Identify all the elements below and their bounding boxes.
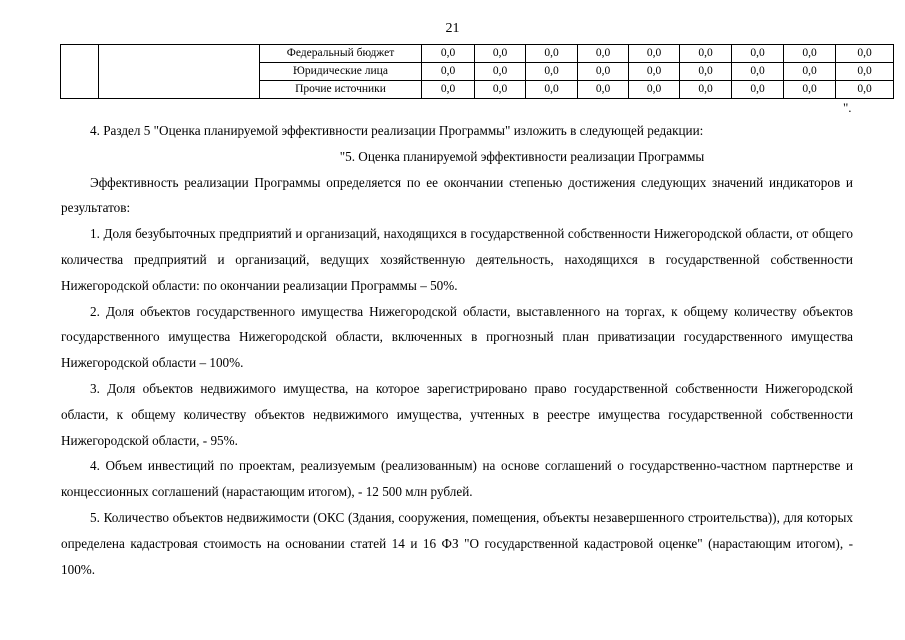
table-cell-value: 0,0 bbox=[629, 45, 680, 63]
table-cell-value: 0,0 bbox=[475, 45, 526, 63]
table-cell-value: 0,0 bbox=[680, 81, 732, 99]
table-cell-value: 0,0 bbox=[526, 45, 578, 63]
funding-source-label: Юридические лица bbox=[260, 63, 422, 81]
paragraph-amendment: 4. Раздел 5 "Оценка планируемой эффективности реализации Программы" изложить в следующей редакции: bbox=[90, 123, 704, 138]
table-cell-value: 0,0 bbox=[422, 45, 475, 63]
budget-table bbox=[60, 44, 894, 99]
paragraph-indicator-3: 3. Доля объектов недвижимого имущества, на которое зарегистрировано право государственной собственности Нижегородской области, к общему количеству объектов недвижимого имущества, учтенных в реестре имущества государственной собственности Нижегородской области, - 95%. bbox=[61, 380, 853, 448]
table-cell-value: 0,0 bbox=[475, 63, 526, 81]
table-cell-value: 0,0 bbox=[422, 81, 475, 99]
table-cell-value: 0,0 bbox=[836, 63, 894, 81]
funding-source-label: Прочие источники bbox=[260, 81, 422, 99]
table-cell-value: 0,0 bbox=[578, 45, 629, 63]
table-cell-value: 0,0 bbox=[680, 63, 732, 81]
table-empty-cell bbox=[61, 45, 99, 99]
table-cell-value: 0,0 bbox=[629, 63, 680, 81]
table-cell-value: 0,0 bbox=[578, 81, 629, 99]
table-cell-value: 0,0 bbox=[732, 63, 784, 81]
paragraph-indicator-1: 1. Доля безубыточных предприятий и организаций, находящихся в государственной собственности Нижегородской области, от общего количества предприятий и организаций, ведущих хозяйственную деятельность, находящихся в государственной собственности Нижегородской области: по окончании реализации Программы – 50%. bbox=[61, 226, 853, 293]
table-cell-value: 0,0 bbox=[784, 63, 836, 81]
paragraph-indicator-5: 5. Количество объектов недвижимости (ОКС (Здания, сооружения, помещения, объекты незавершенного строительства)), для которых определена кадастровая стоимость на основании статей 14 и 16 ФЗ "О государственной кадастровой оценке" (нарастающим итогом), - 100%. bbox=[61, 509, 853, 577]
table-cell-value: 0,0 bbox=[836, 81, 894, 99]
table-cell-value: 0,0 bbox=[578, 63, 629, 81]
table-cell-value: 0,0 bbox=[475, 81, 526, 99]
table-cell-value: 0,0 bbox=[784, 45, 836, 63]
table-cell-value: 0,0 bbox=[629, 81, 680, 99]
closing-quote: ". bbox=[843, 100, 852, 115]
table-cell-value: 0,0 bbox=[526, 81, 578, 99]
table-cell-value: 0,0 bbox=[732, 45, 784, 63]
paragraph-indicator-4: 4. Объем инвестиций по проектам, реализуемым (реализованным) на основе соглашений о государственно-частном партнерстве и концессионных соглашений (нарастающим итогом), - 12 500 млн рублей. bbox=[61, 458, 853, 500]
table-cell-value: 0,0 bbox=[732, 81, 784, 99]
funding-source-label: Федеральный бюджет bbox=[260, 45, 422, 63]
table-cell-value: 0,0 bbox=[836, 45, 894, 63]
table-cell-value: 0,0 bbox=[680, 45, 732, 63]
paragraph-intro: Эффективность реализации Программы определяется по ее окончании степенью достижения следующих значений индикаторов и результатов: bbox=[61, 174, 853, 216]
table-empty-cell bbox=[99, 45, 260, 99]
page-number: 21 bbox=[445, 21, 460, 36]
table-row bbox=[61, 45, 894, 63]
table-cell-value: 0,0 bbox=[784, 81, 836, 99]
section-heading: "5. Оценка планируемой эффективности реализации Программы bbox=[339, 148, 705, 164]
paragraph-indicator-2: 2. Доля объектов государственного имущества Нижегородской области, выставленного на торгах, к общему количеству объектов государственного имущества Нижегородской области, включенных в прогнозный план приватизации государственного имущества Нижегородской области – 100%. bbox=[61, 303, 853, 371]
table-cell-value: 0,0 bbox=[526, 63, 578, 81]
document-body bbox=[61, 118, 853, 582]
table-cell-value: 0,0 bbox=[422, 63, 475, 81]
